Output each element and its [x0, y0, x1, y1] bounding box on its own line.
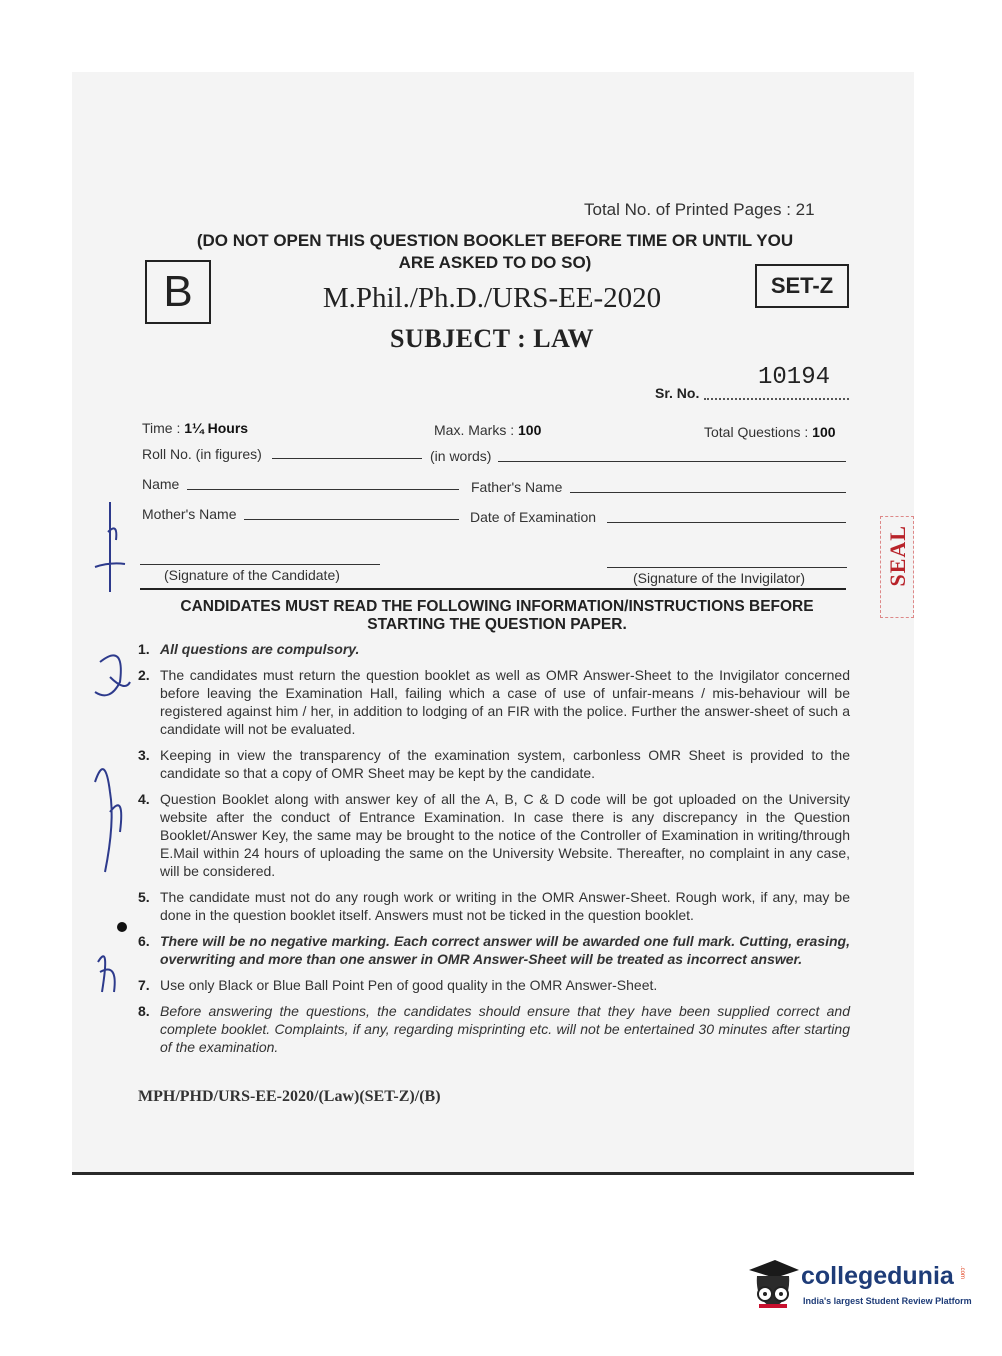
instruction-item	[138, 640, 850, 658]
subject-title: SUBJECT : LAW	[390, 324, 594, 353]
invigilator-signature-line	[607, 567, 847, 568]
max-marks-label: Max. Marks :	[434, 422, 519, 438]
seal-stamp	[880, 516, 914, 618]
mother-name-label: Mother's Name	[142, 506, 237, 522]
name-line	[187, 489, 459, 490]
seal-text: SEAL	[885, 525, 910, 587]
max-marks-value: 100	[518, 422, 542, 438]
instructions-heading-line-1: CANDIDATES MUST READ THE FOLLOWING INFORMATION/INSTRUCTIONS BEFORE	[180, 598, 814, 615]
instruction-text: Before answering the questions, the candidates should ensure that they have been supplied correct and complete booklet. Complaints, if any, regarding misprinting etc. will not be entertained 30 minutes after starting of the examination.	[160, 1003, 850, 1055]
roll-words-line	[498, 461, 846, 462]
total-questions-value: 100	[812, 424, 836, 440]
total-pages: Total No. of Printed Pages : 21	[584, 200, 815, 219]
brand-name: collegedunia	[801, 1262, 954, 1290]
serial-number-label: Sr. No.	[655, 385, 700, 401]
time-label: Time :	[142, 420, 185, 436]
instruction-text: Use only Black or Blue Ball Point Pen of good quality in the OMR Answer-Sheet.	[160, 977, 658, 993]
instruction-item	[138, 746, 850, 782]
instruction-number: 7.	[138, 977, 150, 993]
max-marks-field	[434, 422, 541, 438]
name-label: Name	[142, 476, 180, 492]
serial-number-dotted-line	[704, 384, 849, 400]
instruction-text: All questions are compulsory.	[160, 641, 360, 657]
candidate-signature-line	[140, 564, 380, 565]
father-name-label: Father's Name	[471, 479, 563, 495]
instruction-text: The candidate must not do any rough work or writing in the OMR Answer-Sheet. Rough work, if any, may be done in the question booklet itself. Answers must not be ticked in the question booklet.	[160, 889, 850, 923]
warning-line-1: (DO NOT OPEN THIS QUESTION BOOKLET BEFORE TIME OR UNTIL YOU	[196, 231, 794, 250]
date-of-exam-line	[607, 522, 846, 523]
warning-line-2: ARE ASKED TO DO SO)	[398, 253, 592, 272]
instruction-text: Question Booklet along with answer key of all the A, B, C & D code will be got uploaded on the University website after the conduct of Entrance Examination. In case there is any discrepancy in the Question Booklet/Answer Key, the same may be brought to the notice of the Controller of Examination in writing/through E.Mail within 24 hours of uploading the same on the University Website. Thereafter, no complaint in any case, will be considered.	[160, 791, 850, 879]
instructions-heading	[152, 598, 842, 634]
father-name-line	[570, 492, 846, 493]
instruction-item	[138, 790, 850, 880]
instruction-item	[138, 888, 850, 924]
roll-figures-label: Roll No. (in figures)	[142, 446, 262, 462]
instruction-number: 4.	[138, 791, 150, 807]
invigilator-signature-label: (Signature of the Invigilator)	[633, 570, 805, 586]
roll-words-label: (in words)	[430, 448, 492, 464]
do-not-open-warning	[150, 230, 840, 274]
instruction-number: 3.	[138, 747, 150, 763]
booklet-code-box: B	[145, 260, 211, 324]
brand-tagline: India's largest Student Review Platform	[803, 1296, 972, 1306]
date-of-exam-label: Date of Examination	[470, 509, 597, 525]
instruction-item	[138, 1002, 850, 1056]
instruction-text: The candidates must return the question booklet as well as OMR Answer-Sheet to the Invigilator concerned before leaving the Examination Hall, failing which a case of use of unfair-means / mis-behaviour will be registered against him / her, in addition to lodging of an FIR with the police. Further the answer-sheet of such a candidate will not be evaluated.	[160, 667, 850, 737]
set-box: SET-Z	[755, 264, 849, 308]
instruction-number: 2.	[138, 667, 150, 683]
roll-figures-line	[272, 458, 422, 459]
instruction-item	[138, 666, 850, 738]
booklet-footer-code: MPH/PHD/URS-EE-2020/(Law)(SET-Z)/(B)	[138, 1088, 441, 1105]
instruction-number: 6.	[138, 933, 150, 949]
instruction-number: 1.	[138, 641, 150, 657]
mother-name-line	[244, 519, 459, 520]
instructions-list	[138, 640, 850, 1064]
instruction-item	[138, 932, 850, 968]
graduate-mascot-icon	[745, 1256, 799, 1316]
question-booklet-cover	[72, 72, 914, 1175]
time-field	[142, 420, 248, 436]
header-divider	[140, 588, 846, 590]
handwritten-initials	[80, 492, 140, 1012]
candidate-signature-label: (Signature of the Candidate)	[164, 567, 340, 583]
collegedunia-logo	[745, 1256, 975, 1326]
instructions-heading-line-2: STARTING THE QUESTION PAPER.	[367, 616, 627, 633]
instruction-item	[138, 976, 850, 994]
instruction-text: Keeping in view the transparency of the examination system, carbonless OMR Sheet is provided to the candidate so that a copy of OMR Sheet may be kept by the candidate.	[160, 747, 850, 781]
brand-dotcom: .com	[959, 1266, 965, 1280]
total-questions-field	[704, 424, 836, 440]
instruction-number: 5.	[138, 889, 150, 905]
instruction-number: 8.	[138, 1003, 150, 1019]
exam-title: M.Phil./Ph.D./URS-EE-2020	[322, 282, 662, 314]
instruction-text: There will be no negative marking. Each correct answer will be awarded one full mark. Cutting, erasing, overwriting and more than one answer in OMR Answer-Sheet will be treated as incorrect answer.	[160, 933, 850, 967]
serial-number-value: 10194	[758, 364, 831, 391]
time-value: 1¼ Hours	[184, 420, 249, 436]
total-questions-label: Total Questions :	[704, 424, 813, 440]
